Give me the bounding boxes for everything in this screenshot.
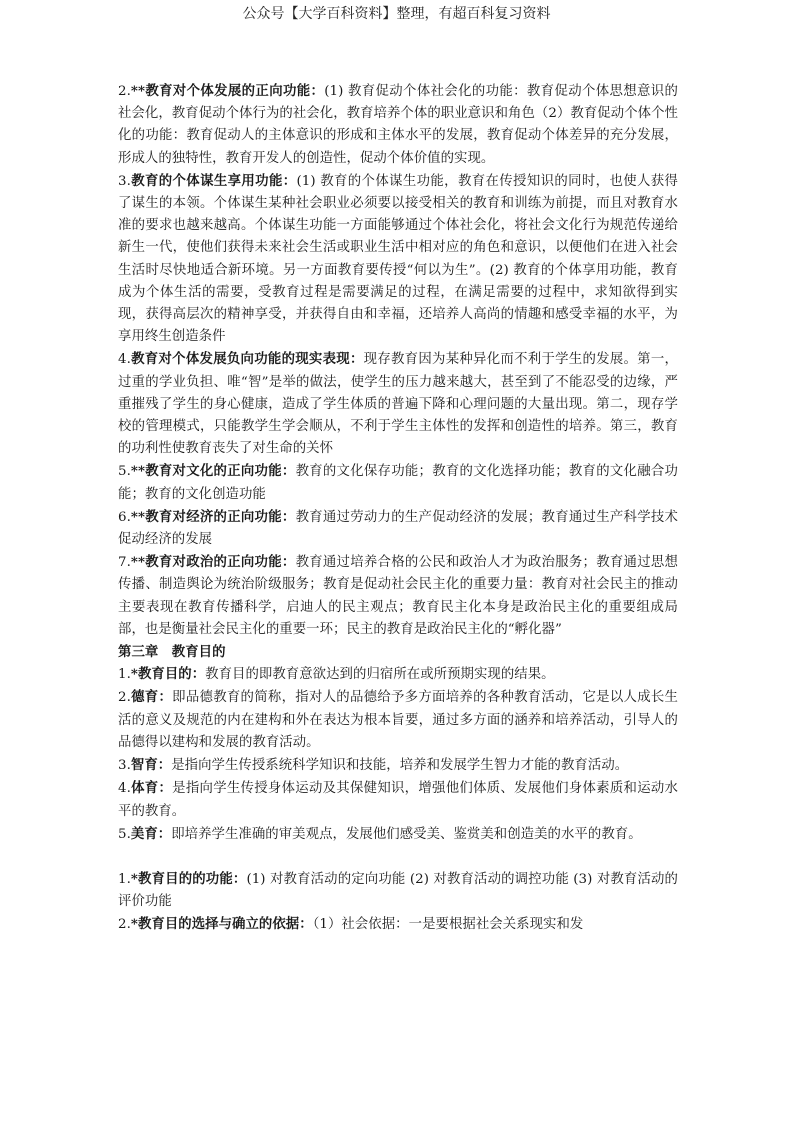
paragraph-aim-functions [118, 868, 678, 913]
paragraph-physical-education [118, 777, 678, 822]
item-title: **教育对文化的正向功能： [130, 463, 296, 480]
item-body: 教育通过劳动力的生产促动经济的发展；教育通过生产科学技术促动经济的发展 [118, 509, 678, 548]
paragraph-aesthetic-education [118, 823, 678, 846]
paragraph-politics-function [118, 551, 678, 641]
item-body: 教育通过培养合格的公民和政治人才为政治服务；教育通过思想传播、制造舆论为统治阶级服务；教育是促动社会民主化的重要力量：教育对社会民主的推动主要表现在教育传播科学，启迪人的民主观点；教育民主化本身是政治民主化的重要组成局部，也是衡量社会民主化的重要一环；民主的教育是政治民主化的“孵化器” [118, 555, 678, 637]
item-body: 教育目的即教育意欲达到的归宿所在或所预期实现的结果。 [205, 667, 555, 683]
item-number: 2. [118, 690, 131, 706]
paragraph-education-aim [118, 663, 678, 686]
item-number: 6. [118, 509, 131, 525]
chapter-heading: 第三章 教育目的 [118, 644, 226, 661]
item-body: 教育的文化保存功能；教育的文化选择功能；教育的文化融合功能；教育的文化创造功能 [118, 464, 678, 502]
item-title: 智育： [130, 757, 172, 774]
document-body [118, 80, 678, 937]
item-title: **教育对政治的正向功能： [130, 554, 296, 571]
item-title: 教育的个体谋生享用功能： [130, 172, 297, 189]
paragraph-negative-function [118, 348, 678, 460]
paragraph-aim-basis [118, 913, 678, 936]
item-title: 美育： [130, 825, 172, 842]
item-number: 5. [118, 826, 131, 842]
item-body: 即培养学生准确的审美观点，发展他们感受美、鉴赏美和创造美的水平的教育。 [171, 826, 642, 842]
item-body: 是指向学生传授身体运动及其保健知识，增强他们体质、发展他们身体素质和运动水平的教育。 [118, 781, 678, 819]
paragraph-individual-positive-function [118, 80, 678, 170]
item-number: 1. [118, 667, 131, 683]
paragraph-intellectual-education [118, 754, 678, 777]
item-title: *教育目的选择与确立的依据： [130, 916, 313, 933]
item-body: (1) 对教育活动的定向功能 (2) 对教育活动的调控功能 (3) 对教育活动的评价功能 [118, 871, 678, 910]
item-number: 1. [118, 871, 131, 887]
item-number: 3. [118, 758, 131, 774]
item-body: 现存教育因为某种异化而不利于学生的发展。第一，过重的学业负担、唯“智”是举的做法，使学生的压力越来越大，甚至到了不能忍受的边缘，严重摧残了学生的身心健康，造成了学生体质的普遍下降和心理问题的大量出现。第二，现存学校的管理模式，只能教学生学会顺从，不利于学生主体性的发挥和创造性的培养。第三，教育的功利性使教育丧失了对生命的关怀 [118, 352, 678, 457]
item-number: 5. [118, 464, 131, 480]
item-title: 德育： [130, 689, 173, 706]
item-number: 2. [118, 917, 131, 933]
item-body: (1) 教育促动个体社会化的功能：教育促动个体思想意识的社会化，教育促动个体行为的社会化，教育培养个体的职业意识和角色（2）教育促动个体个性化的功能：教育促动人的主体意识的形成和主体水平的发展，教育促动个体差异的充分发展，形成人的独特性，教育开发人的创造性，促动个体价值的实现。 [118, 84, 678, 166]
item-title: 教育对个体发展负向功能的现实表现： [130, 351, 364, 368]
item-title: **教育对经济的正向功能： [130, 508, 296, 525]
item-title: 体育： [130, 780, 173, 797]
item-body: 即品德教育的简称，指对人的品德给予多方面培养的各种教育活动，它是以人成长生活的意义及规范的内在建构和外在表达为根本旨要，通过多方面的涵养和培养活动，引导人的品德得以建构和发展的教育活动。 [118, 690, 678, 750]
item-number: 3. [118, 173, 131, 189]
item-number: 4. [118, 781, 131, 797]
paragraph-culture-function [118, 460, 678, 505]
item-title: *教育目的： [130, 666, 206, 683]
paragraph-moral-education [118, 686, 678, 754]
item-body: 是指向学生传授系统科学知识和技能，培养和发展学生智力才能的教育活动。 [171, 758, 629, 774]
item-body: （1）社会依据：一是要根据社会关系现实和发 [312, 917, 584, 933]
item-title: *教育目的的功能： [130, 870, 247, 887]
page-header: 公众号【大学百科资料】整理，有超百科复习资料 [242, 6, 551, 22]
item-body: (1) 教育的个体谋生功能，教育在传授知识的同时，也使人获得了谋生的本领。个体谋生某种社会职业必须要以接受相关的教育和训练为前提，而且对教育水准的要求也越来越高。个体谋生功能一方面能够通过个体社会化，将社会文化行为规范传递给新生一代，使他们获得未来社会生活或职业生活中相对应的角色和意识，以便他们在进入社会生活时尽快地适合新环境。另一方面教育要传授“何以为生”。(2) 教育的个体享用功能，教育成为个体生活的需要，受教育过程是需要满足的过程，在满足需要的过程中，求知欲得到实现，获得高层次的精神享受，并获得自由和幸福，还培养人高尚的情趣和感受幸福的水平，为享用终生创造条件 [118, 173, 678, 345]
item-title: **教育对个体发展的正向功能： [130, 83, 325, 99]
item-number: 7. [118, 555, 131, 571]
paragraph-livelihood-function [118, 170, 678, 349]
item-number: 4. [118, 352, 131, 368]
blank-line [118, 846, 678, 868]
paragraph-economy-function [118, 506, 678, 551]
item-number: 2. [118, 84, 131, 99]
